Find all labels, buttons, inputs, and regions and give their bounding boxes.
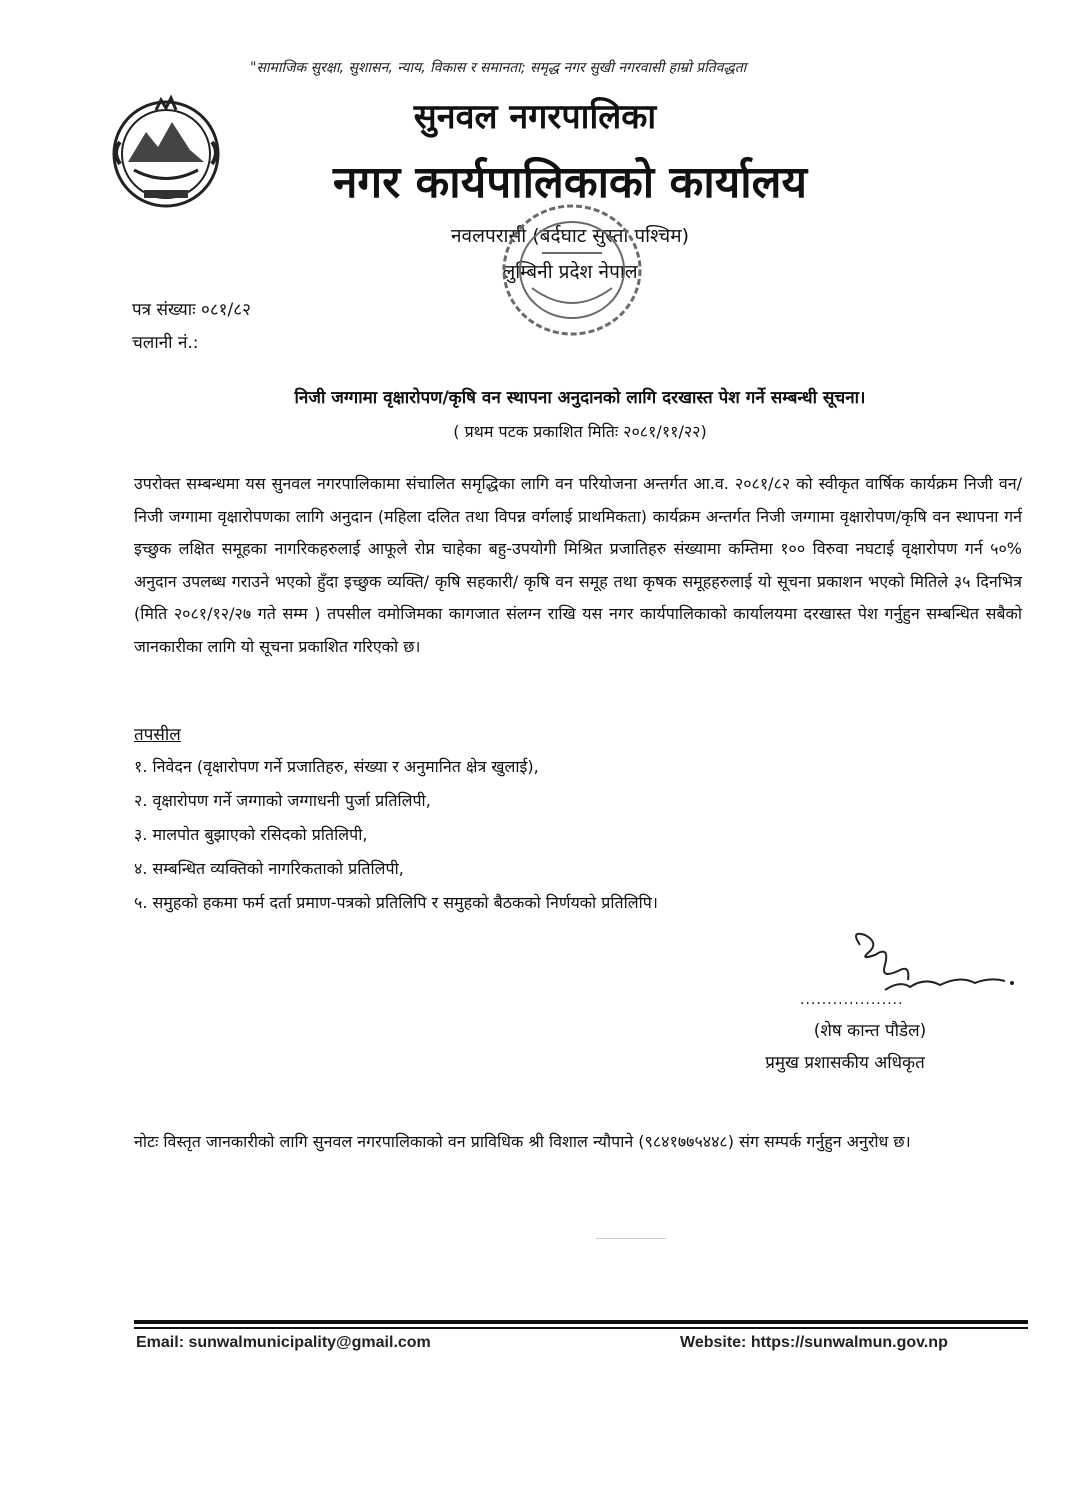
municipality-name: सुनवल नगरपालिका — [413, 97, 657, 137]
list-item: ५. समुहको हकमा फर्म दर्ता प्रमाण-पत्रको प्रतिलिपि र समुहको बैठकको निर्णयको प्रतिलिपि। — [134, 893, 658, 912]
notice-subject: निजी जग्गामा वृक्षारोपण/कृषि वन स्थापना अनुदानको लागि दरखास्त पेश गर्ने सम्बन्धी सूचना। — [294, 388, 866, 408]
address-line-1: नवलपरासी (बर्दघाट सुस्ता पश्चिम) — [450, 225, 690, 247]
nepal-government-emblem-icon — [106, 92, 226, 212]
page-fold-mark — [596, 1238, 666, 1239]
header-motto: "सामाजिक सुरक्षा, सुशासन, न्याय, विकास र समानता; समृद्ध नगर सुखी नगरवासी हाम्रो प्रतिवद्धता — [250, 60, 747, 76]
office-seal-stamp-icon — [472, 198, 672, 358]
notice-body: उपरोक्त सम्बन्धमा यस सुनवल नगरपालिकामा संचालित समृद्धिका लागि वन परियोजना अन्तर्गत आ.व. २०८१/८२ को स्वीकृत वार्षिक कार्यक्रम निजी वन/निजी जग्गामा वृक्षारोपणका लागि अनुदान (महिला दलित तथा विपन्न वर्गलाई प्राथमिकता) कार्यक्रम अन्तर्गत निजी जग्गामा वृक्षारोपण/कृषि वन स्थापना गर्न इच्छुक लक्षित समूहका नागरिकहरुलाई आफूले रोप्न चाहेका बहु-उपयोगी मिश्रित प्रजातिहरु संख्यामा कम्तिमा १०० विरुवा नघटाई वृक्षारोपण गर्न ५०% अनुदान उपलब्ध गराउने भएको हुँदा इच्छुक व्यक्ति/ कृषि सहकारी/ कृषि वन समूह तथा कृषक समूहहरुलाई यो सूचना प्रकाशन भएको मितिले ३५ दिनभित्र (मिति २०८१/१२/२७ गते सम्म ) तपसील वमोजिमका कागजात संलग्न राखि यस नगर कार्यपालिकाको कार्यालयमा दरखास्त पेश गर्नुहुन सम्बन्धित सबैको जानकारीका लागि यो सूचना प्रकाशित गरिएको छ। — [134, 474, 1022, 656]
contact-note: नोटः विस्तृत जानकारीको लागि सुनवल नगरपालिकाको वन प्राविधिक श्री विशाल न्यौपाने (९८४१७७५४४८) संग सम्पर्क गर्नुहुन अनुरोध छ। — [134, 1132, 911, 1151]
signatory-name: (शेष कान्त पौडेल) — [813, 1021, 927, 1041]
signatory-title: प्रमुख प्रशासकीय अधिकृत — [765, 1053, 925, 1073]
address-line-2: लुम्बिनी प्रदेश नेपाल — [502, 261, 638, 283]
footer-divider-thin — [134, 1327, 1028, 1329]
footer-divider — [134, 1320, 1028, 1324]
footer-email: Email: sunwalmunicipality@gmail.com — [136, 1334, 431, 1351]
list-item: २. वृक्षारोपण गर्ने जग्गाको जग्गाधनी पुर्जा प्रतिलिपी, — [134, 791, 431, 810]
list-item: १. निवेदन (वृक्षारोपण गर्ने प्रजातिहरु, संख्या र अनुमानित क्षेत्र खुलाई), — [134, 757, 539, 776]
publication-date: ( प्रथम पटक प्रकाशित मितिः २०८१/११/२२) — [453, 422, 707, 441]
list-item: ४. सम्बन्धित व्यक्तिको नागरिकताको प्रतिलिपी, — [134, 859, 404, 878]
document-list — [134, 752, 1014, 922]
footer-website: Website: https://sunwalmun.gov.np — [680, 1334, 948, 1351]
signature-line: ................... — [800, 992, 904, 1008]
list-item: ३. मालपोत बुझाएको रसिदको प्रतिलिपी, — [134, 825, 368, 844]
tapasil-heading: तपसील — [134, 725, 181, 745]
dispatch-number: चलानी नं.: — [132, 333, 199, 353]
office-name: नगर कार्यपालिकाको कार्यालय — [333, 157, 807, 208]
letter-number: पत्र संख्याः ०८१/८२ — [132, 300, 251, 320]
